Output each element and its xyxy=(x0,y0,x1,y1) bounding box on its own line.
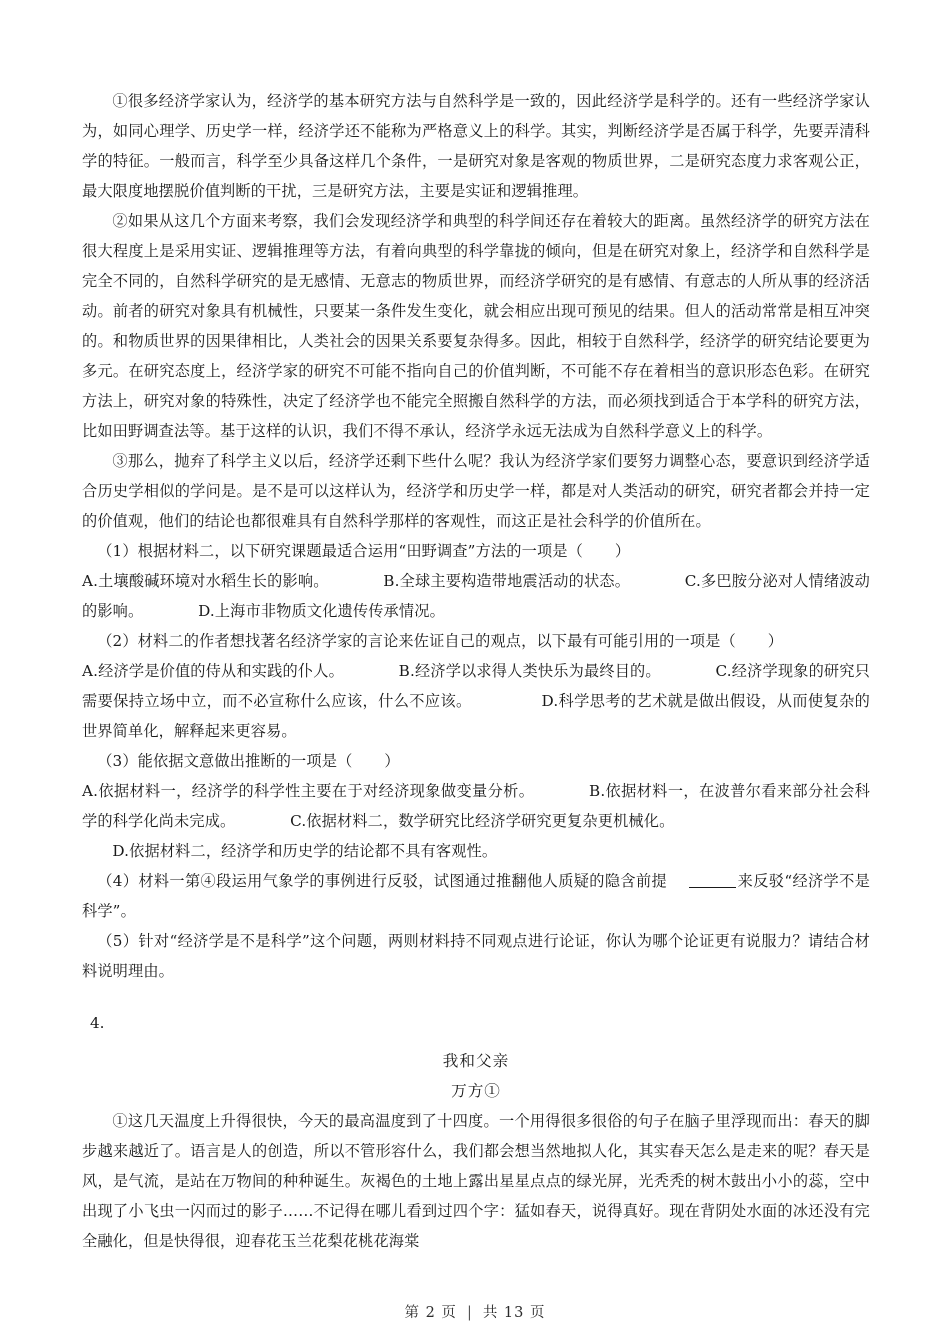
question-5 xyxy=(82,926,870,986)
question-3-option-d[interactable]: D.依据材料二，经济学和历史学的结论都不具有客观性。 xyxy=(112,842,498,860)
footer-separator: | xyxy=(466,1305,473,1321)
question-3-option-a[interactable]: A.依据材料一，经济学的科学性主要在于对经济现象做变量分析。 xyxy=(82,782,535,800)
essay-author: 万方① xyxy=(451,1082,501,1100)
page-footer xyxy=(0,1301,950,1322)
question-3-option-b[interactable]: B.依据材料一，在波普尔看来部分社会科学的科学化尚未完成。 xyxy=(82,782,870,830)
question-2-option-c[interactable]: C.经济学现象的研究只需要保持立场中立，而不必宣称什么应该，什么不应该。 xyxy=(82,662,870,710)
question-1-option-a[interactable]: A.土壤酸碱环境对水稻生长的影响。 xyxy=(82,572,329,590)
footer-total-pages: 共 13 页 xyxy=(482,1305,546,1321)
footer-current-page: 第 2 页 xyxy=(404,1305,457,1321)
question-3-options xyxy=(82,776,870,836)
question-4 xyxy=(82,866,870,926)
question-3-stem-line xyxy=(82,746,870,776)
question-1-stem-line xyxy=(82,536,870,566)
question-2-stem-tail: ） xyxy=(767,632,784,650)
passage-paragraph-3: ③那么，抛弃了科学主义以后，经济学还剩下些什么呢？我认为经济学家们要努力调整心态，要意识到经济学适合历史学相似的学问是。是不是可以这样认为，经济学和历史学一样，都是对人类活动的研究，研究者都会并持一定的价值观，他们的结论也都很难具有自然科学那样的客观性，而这正是社会科学的价值所在。 xyxy=(82,452,870,530)
question-3 xyxy=(82,746,870,866)
question-1 xyxy=(82,536,870,626)
question-1-option-d[interactable]: D.上海市非物质文化遗传传承情况。 xyxy=(198,602,445,620)
question-3-stem: （3）能依据文意做出推断的一项是（ xyxy=(97,752,353,770)
passage-paragraph-1: ①很多经济学家认为，经济学的基本研究方法与自然科学是一致的，因此经济学是科学的。还有一些经济学家认为，如同心理学、历史学一样，经济学还不能称为严格意义上的科学。其实，判断经济学是否属于科学，先要弄清科学的特征。一般而言，科学至少具备这样几个条件，一是研究对象是客观的物质世界，二是研究态度力求客观公正，最大限度地摆脱价值判断的干扰，三是研究方法，主要是实证和逻辑推理。 xyxy=(82,92,870,200)
question-2-option-b[interactable]: B.经济学以求得人类快乐为最终目的。 xyxy=(398,662,661,680)
essay-title-gap xyxy=(82,1038,870,1046)
question-3-option-c[interactable]: C.依据材料二，数学研究比经济学研究更复杂更机械化。 xyxy=(290,812,675,830)
question-4-fill-blank[interactable] xyxy=(689,887,736,888)
question-4-text-before: （4）材料一第④段运用气象学的事例进行反驳，试图通过推翻他人质疑的隐含前提 xyxy=(97,872,668,890)
essay-paragraph-1: ①这几天温度上升得很快，今天的最高温度到了十四度。一个用得很多很俗的句子在脑子里浮现而出：春天的脚步越来越近了。语言是人的创造，所以不管形容什么，我们都会想当然地拟人化，其实春天怎么是走来的呢？春天是风，是气流，是站在万物间的种种诞生。灰褐色的土地上露出星星点点的绿光屏，光秃秃的树木鼓出小小的蕊，空中出现了小飞虫一闪而过的影子……不记得在哪儿看到过四个字：猛如春天，说得真好。现在背阴处水面的冰还没有完全融化，但是快得很，迎春花玉兰花梨花桃花海棠 xyxy=(82,1112,870,1250)
question-2-stem: （2）材料二的作者想找著名经济学家的言论来佐证自己的观点，以下最有可能引用的一项是（ xyxy=(97,632,736,650)
question-4-text-after: 来反驳“经济学不是科学”。 xyxy=(82,872,870,920)
essay-section-number: 4. xyxy=(90,1014,105,1032)
question-1-option-c[interactable]: C.多巴胺分泌对人情绪波动的影响。 xyxy=(82,572,870,620)
page-content xyxy=(82,86,870,1256)
question-1-stem-tail: ） xyxy=(614,542,631,560)
question-2 xyxy=(82,626,870,746)
question-3-option-d-line xyxy=(82,836,870,866)
question-1-stem: （1）根据材料二，以下研究课题最适合运用“田野调查”方法的一项是（ xyxy=(97,542,583,560)
question-1-option-b[interactable]: B.全球主要构造带地震活动的状态。 xyxy=(383,572,631,590)
question-3-stem-tail: ） xyxy=(384,752,400,770)
question-2-options xyxy=(82,656,870,746)
section-gap xyxy=(82,986,870,1008)
question-1-options xyxy=(82,566,870,626)
question-5-text: （5）针对“经济学是不是科学”这个问题，两则材料持不同观点进行论证，你认为哪个论证更有说服力？请结合材料说明理由。 xyxy=(82,932,870,980)
question-2-stem-line xyxy=(82,626,870,656)
question-2-option-d[interactable]: D.科学思考的艺术就是做出假设，从而使复杂的世界简单化，解释起来更容易。 xyxy=(82,692,871,740)
question-2-option-a[interactable]: A.经济学是价值的侍从和实践的仆人。 xyxy=(82,662,344,680)
passage-paragraph-2: ②如果从这几个方面来考察，我们会发现经济学和典型的科学间还存在着较大的距离。虽然经济学的研究方法在很大程度上是采用实证、逻辑推理等方法，有着向典型的科学靠拢的倾向，但是在研究对象上，经济学和自然科学是完全不同的，自然科学研究的是无感情、无意志的物质世界，而经济学研究的是有感情、有意志的人所从事的经济活动。前者的研究对象具有机械性，只要某一条件发生变化，就会相应出现可预见的结果。但人的活动常常是相互冲突的。和物质世界的因果律相比，人类社会的因果关系要复杂得多。因此，相较于自然科学，经济学的研究结论要更为多元。在研究态度上，经济学家的研究不可能不指向自己的价值判断，不可能不存在着相当的意识形态色彩。在研究方法上，研究对象的特殊性，决定了经济学也不能完全照搬自然科学的方法，而必须找到适合于本学科的研究方法，比如田野调查法等。基于这样的认识，我们不得不承认，经济学永远无法成为自然科学意义上的科学。 xyxy=(82,212,870,440)
essay-title: 我和父亲 xyxy=(442,1052,510,1070)
